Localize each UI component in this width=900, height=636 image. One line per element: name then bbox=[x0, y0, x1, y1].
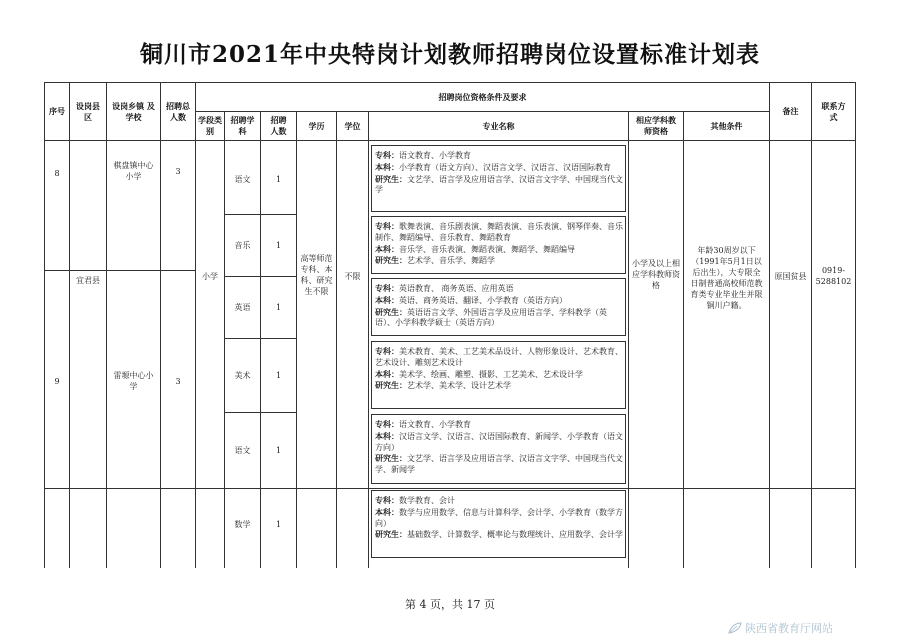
header-total: 招聘总人数 bbox=[166, 100, 190, 122]
watermark bbox=[728, 620, 833, 636]
header-county: 设岗县区 bbox=[76, 100, 100, 122]
cert-cell: 小学及以上相应学科教师资格 bbox=[632, 258, 680, 290]
header-major: 专业名称 bbox=[482, 120, 515, 131]
degree-cell: 不限 bbox=[344, 271, 361, 281]
header-stage: 学段类别 bbox=[198, 115, 222, 136]
school-qipan-total: 3 bbox=[175, 166, 181, 176]
document-title: 铜川市2021年中央特岗计划教师招聘岗位设置标准计划表 bbox=[139, 41, 760, 68]
school-leiyuan: 雷塬中心小学 bbox=[113, 371, 154, 391]
major-text: 专科：语文教育、小学教育 本科：小学教育（语文方向）、汉语言文学、汉语言、汉语国际教育 研究生：文艺学、语言学及应用语言学、汉语言文字学、中国现当代文学 bbox=[375, 150, 623, 195]
watermark-leaf-icon bbox=[728, 622, 742, 634]
major-text: 专科：英语教育、 商务英语、应用英语 本科：英语、商务英语、翻译、小学教育（英语方向） 研究生：英语语言文学、外国语言学及应用语言学、学科教学（英语）、小学科教学硕士（英语方向） bbox=[375, 283, 607, 328]
subject-count: 1 bbox=[275, 302, 282, 312]
header-degree: 学位 bbox=[344, 120, 361, 131]
header-remark: 备注 bbox=[782, 106, 799, 116]
header-seq: 序号 bbox=[49, 106, 65, 116]
stage-cell: 小学 bbox=[202, 271, 218, 281]
subject-count: 1 bbox=[275, 240, 282, 250]
subject-name: 数学 bbox=[234, 519, 251, 529]
header-other: 其他条件 bbox=[710, 120, 743, 131]
header-conditions-group: 招聘岗位资格条件及要求 bbox=[438, 91, 527, 102]
remark-cell: 原国贫县 bbox=[774, 271, 807, 281]
subject-name: 英语 bbox=[234, 302, 251, 312]
subject-name: 美术 bbox=[234, 370, 251, 380]
header-count: 招聘人数 bbox=[270, 115, 287, 136]
major-text: 专科：数学教育、会计 本科：数学与应用数学、信息与计算科学、会计学、小学教育（数学方向） 研究生：基础数学、计算数学、概率论与数理统计、应用数学、会计学 bbox=[375, 495, 623, 540]
school-qipan: 棋盘镇中心小学 bbox=[113, 161, 154, 181]
header-school: 设岗乡镇 及学校 bbox=[112, 100, 155, 122]
major-text: 专科：语文教育、小学教育 本科：汉语言文学、汉语言、汉语国际教育、新闻学、小学教育（语文方向） 研究生：文艺学、语言学及应用语言学、汉语言文字学、中国现当代文学、新闻学 bbox=[375, 419, 623, 475]
contact-cell: 0919-5288102 bbox=[815, 266, 852, 286]
watermark-text: 陕西省教育厅网站 bbox=[745, 622, 833, 635]
subject-name: 语文 bbox=[234, 445, 251, 455]
subject-name: 音乐 bbox=[234, 240, 251, 250]
subject-count: 1 bbox=[275, 174, 282, 184]
row-seq-8: 8 bbox=[54, 168, 60, 178]
header-subject: 招聘学科 bbox=[230, 115, 255, 136]
header-contact: 联系方式 bbox=[821, 100, 846, 122]
education-cell: 高等师范专科、本科、研究生不限 bbox=[300, 254, 333, 296]
county-cell: 宜君县 bbox=[76, 275, 100, 285]
row-seq-9: 9 bbox=[54, 376, 60, 386]
page-number: 第 4 页，共 17 页 bbox=[405, 598, 495, 611]
other-conditions-cell: 年龄30周岁以下（1991年5月1日以后出生），大专限全日制普通高校师范教育类专业毕业生并限铜川户籍。 bbox=[690, 246, 763, 310]
major-text: 专科：美术教育、美术、工艺美术品设计、人物形象设计、艺术教育、艺术设计、雕刻艺术设计 本科：美术学、绘画、雕塑、摄影、工艺美术、艺术设计学 研究生：艺术学、美术学、设计艺术学 bbox=[375, 346, 623, 391]
subject-count: 1 bbox=[275, 519, 282, 529]
header-education: 学历 bbox=[308, 120, 325, 131]
header-cert: 相应学科教师资格 bbox=[636, 115, 676, 136]
subject-name: 语文 bbox=[234, 174, 251, 184]
school-leiyuan-total: 3 bbox=[175, 376, 181, 386]
subject-count: 1 bbox=[275, 370, 282, 380]
major-text: 专科：歌舞表演、音乐剧表演、舞蹈表演、音乐表演、钢琴伴奏、音乐制作、舞蹈编导、音乐教育、舞蹈教育 本科：音乐学、音乐表演、舞蹈表演、舞蹈学、舞蹈编导 研究生：艺术学、音乐学、舞蹈学 bbox=[375, 221, 623, 266]
subject-count: 1 bbox=[275, 445, 282, 455]
